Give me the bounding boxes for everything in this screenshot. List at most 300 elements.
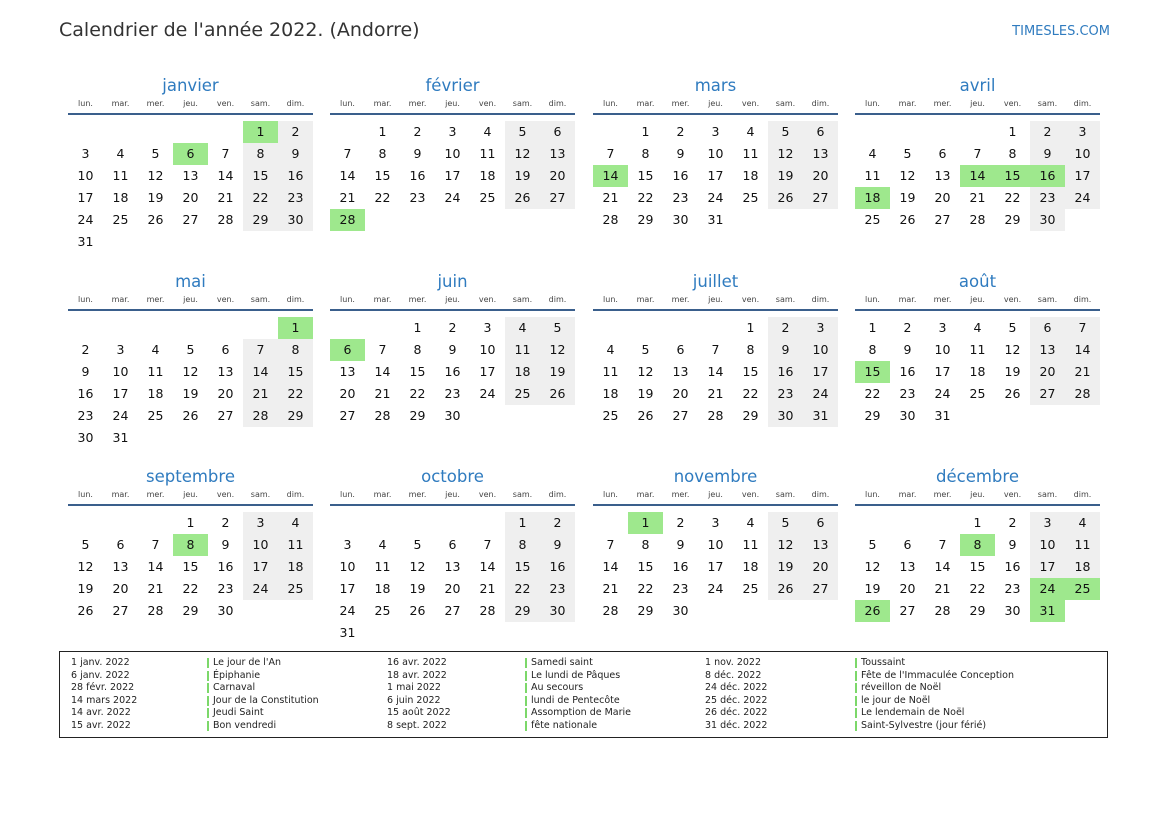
weekday-label: lun. <box>865 295 880 304</box>
day-cell: 5 <box>413 537 422 552</box>
day-cell: 17 <box>803 361 838 383</box>
day-cell: 4 <box>278 512 313 534</box>
day-cell: 22 <box>505 578 540 600</box>
day-cell: 26 <box>768 187 803 209</box>
day-cell: 11 <box>479 146 496 161</box>
day-cell: 7 <box>606 537 615 552</box>
day-cell: 18 <box>1065 556 1100 578</box>
day-cell: 22 <box>243 187 278 209</box>
day-cell: 15 <box>637 168 654 183</box>
day-cell: 3 <box>803 317 838 339</box>
day-cell: 7 <box>243 339 278 361</box>
weekday-label: ven. <box>216 99 235 108</box>
legend-holiday-name: Le jour de l'An <box>207 657 319 670</box>
day-cell: 9 <box>676 146 685 161</box>
legend-holiday-name: Samedi saint <box>525 657 631 670</box>
day-cell: 19 <box>768 165 803 187</box>
day-cell: 31 <box>707 212 724 227</box>
day-cell: 11 <box>602 364 619 379</box>
day-cell: 30 <box>77 430 94 445</box>
day-cell: 13 <box>444 559 461 574</box>
day-cell: 31 <box>112 430 129 445</box>
day-cell: 23 <box>77 408 94 423</box>
day-cell: 9 <box>413 146 422 161</box>
weekday-label: jeu. <box>183 490 198 499</box>
day-cell: 15 <box>243 165 278 187</box>
weekday-label: sam. <box>512 99 533 108</box>
day-cell: 11 <box>742 146 759 161</box>
weekday-label: mer. <box>146 490 165 499</box>
weekday-label: mar. <box>898 490 917 499</box>
day-cell: 10 <box>479 342 496 357</box>
weekday-label: dim. <box>286 99 305 108</box>
weekday-label: ven. <box>478 490 497 499</box>
day-cell: 21 <box>147 581 164 596</box>
weekday-label: lun. <box>78 295 93 304</box>
day-cell: 10 <box>339 559 356 574</box>
day-cell: 26 <box>505 187 540 209</box>
day-cell: 23 <box>1004 581 1021 596</box>
weekday-label: lun. <box>78 490 93 499</box>
legend-names-column <box>525 657 631 733</box>
day-cell: 31 <box>339 625 356 640</box>
holiday-day-cell: 31 <box>1030 600 1065 622</box>
day-cell: 20 <box>339 386 356 401</box>
day-cell: 17 <box>479 364 496 379</box>
day-cell: 28 <box>479 603 496 618</box>
day-cell: 5 <box>768 512 803 534</box>
day-cell: 8 <box>243 143 278 165</box>
day-cell: 14 <box>934 559 951 574</box>
day-cell: 17 <box>934 364 951 379</box>
day-cell: 2 <box>221 515 230 530</box>
day-cell: 13 <box>339 364 356 379</box>
month-1 <box>68 75 313 253</box>
day-cell: 6 <box>676 342 685 357</box>
month-header-rule <box>330 309 575 311</box>
day-cell: 21 <box>602 190 619 205</box>
day-cell: 9 <box>676 537 685 552</box>
day-cell: 21 <box>934 581 951 596</box>
day-cell: 20 <box>899 581 916 596</box>
legend-names-column <box>207 657 319 733</box>
weekday-label: sam. <box>775 295 796 304</box>
weekday-label: dim. <box>548 99 567 108</box>
day-cell: 18 <box>969 364 986 379</box>
day-cell: 11 <box>742 537 759 552</box>
day-cell: 9 <box>221 537 230 552</box>
month-name: mars <box>694 76 737 95</box>
month-header-rule <box>68 113 313 115</box>
day-cell: 12 <box>147 168 164 183</box>
day-cell: 15 <box>374 168 391 183</box>
day-cell: 11 <box>1065 534 1100 556</box>
day-cell: 23 <box>409 190 426 205</box>
weekday-label: jeu. <box>445 295 460 304</box>
day-cell: 25 <box>505 383 540 405</box>
month-header-rule <box>593 504 838 506</box>
day-cell: 9 <box>768 339 803 361</box>
day-cell: 28 <box>602 603 619 618</box>
weekday-label: sam. <box>512 490 533 499</box>
day-cell: 10 <box>112 364 129 379</box>
weekday-label: dim. <box>811 295 830 304</box>
month-10 <box>330 466 575 644</box>
day-cell: 16 <box>444 364 461 379</box>
day-cell: 18 <box>602 386 619 401</box>
day-cell: 24 <box>707 190 724 205</box>
weekday-label: mer. <box>146 295 165 304</box>
day-cell: 16 <box>409 168 426 183</box>
day-cell: 7 <box>343 146 352 161</box>
month-header-rule <box>855 309 1100 311</box>
day-cell: 17 <box>444 168 461 183</box>
legend-holiday-name: Au secours <box>525 682 631 695</box>
day-cell: 11 <box>505 339 540 361</box>
day-cell: 7 <box>711 342 720 357</box>
day-cell: 5 <box>186 342 195 357</box>
weekday-label: mar. <box>111 295 130 304</box>
day-cell: 20 <box>217 386 234 401</box>
weekday-label: mer. <box>933 99 952 108</box>
day-cell: 22 <box>637 190 654 205</box>
legend-dates-column <box>71 657 137 733</box>
weekday-label: ven. <box>741 99 760 108</box>
day-cell: 27 <box>803 578 838 600</box>
day-cell: 8 <box>641 146 650 161</box>
legend-holiday-name: Carnaval <box>207 682 319 695</box>
day-cell: 4 <box>868 146 877 161</box>
day-cell: 3 <box>81 146 90 161</box>
day-cell: 27 <box>1030 383 1065 405</box>
weekday-label: jeu. <box>708 490 723 499</box>
legend-date: 14 avr. 2022 <box>71 707 131 719</box>
day-cell: 31 <box>934 408 951 423</box>
day-cell: 4 <box>973 320 982 335</box>
weekday-label: jeu. <box>970 99 985 108</box>
day-cell: 14 <box>217 168 234 183</box>
day-cell: 3 <box>243 512 278 534</box>
weekday-label: mar. <box>636 99 655 108</box>
day-cell: 27 <box>339 408 356 423</box>
day-cell: 27 <box>444 603 461 618</box>
legend-date: 28 févr. 2022 <box>71 682 135 694</box>
day-cell: 27 <box>672 408 689 423</box>
day-cell: 15 <box>182 559 199 574</box>
day-cell: 6 <box>803 121 838 143</box>
day-cell: 2 <box>278 121 313 143</box>
day-cell: 10 <box>803 339 838 361</box>
day-cell: 28 <box>1065 383 1100 405</box>
holiday-day-cell: 28 <box>330 209 365 231</box>
day-cell: 13 <box>182 168 199 183</box>
weekday-label: mer. <box>671 295 690 304</box>
day-cell: 29 <box>742 408 759 423</box>
day-cell: 13 <box>112 559 129 574</box>
day-cell: 26 <box>637 408 654 423</box>
day-cell: 2 <box>81 342 90 357</box>
weekday-label: ven. <box>741 295 760 304</box>
month-name: avril <box>959 76 996 95</box>
day-cell: 21 <box>602 581 619 596</box>
day-cell: 28 <box>969 212 986 227</box>
month-name: novembre <box>673 467 758 486</box>
day-cell: 2 <box>676 515 685 530</box>
day-cell: 28 <box>934 603 951 618</box>
day-cell: 19 <box>899 190 916 205</box>
day-cell: 5 <box>768 121 803 143</box>
day-cell: 16 <box>672 559 689 574</box>
day-cell: 19 <box>637 386 654 401</box>
weekday-label: lun. <box>340 99 355 108</box>
day-cell: 8 <box>641 537 650 552</box>
day-cell: 6 <box>1030 317 1065 339</box>
legend-holiday-name: lundi de Pentecôte <box>525 695 631 708</box>
day-cell: 25 <box>112 212 129 227</box>
day-cell: 13 <box>899 559 916 574</box>
day-cell: 29 <box>864 408 881 423</box>
day-cell: 26 <box>899 212 916 227</box>
day-cell: 26 <box>768 578 803 600</box>
day-cell: 13 <box>540 143 575 165</box>
weekday-label: lun. <box>603 295 618 304</box>
day-cell: 27 <box>540 187 575 209</box>
day-cell: 4 <box>1065 512 1100 534</box>
month-name: septembre <box>146 467 235 486</box>
month-header-rule <box>855 504 1100 506</box>
day-cell: 2 <box>413 124 422 139</box>
legend-holiday-name: Bon vendredi <box>207 720 319 733</box>
day-cell: 17 <box>707 559 724 574</box>
holiday-day-cell: 1 <box>628 512 663 534</box>
month-name: décembre <box>936 467 1019 486</box>
day-cell: 14 <box>707 364 724 379</box>
day-cell: 4 <box>483 124 492 139</box>
day-cell: 24 <box>479 386 496 401</box>
day-cell: 5 <box>1008 320 1017 335</box>
day-cell: 4 <box>116 146 125 161</box>
day-cell: 20 <box>803 165 838 187</box>
weekday-label: sam. <box>512 295 533 304</box>
day-cell: 27 <box>934 212 951 227</box>
day-cell: 19 <box>77 581 94 596</box>
day-cell: 22 <box>969 581 986 596</box>
day-cell: 5 <box>151 146 160 161</box>
day-cell: 10 <box>1030 534 1065 556</box>
day-cell: 8 <box>1008 146 1017 161</box>
weekday-label: dim. <box>548 490 567 499</box>
day-cell: 4 <box>151 342 160 357</box>
day-cell: 11 <box>374 559 391 574</box>
weekday-label: ven. <box>478 99 497 108</box>
month-name: mai <box>175 272 206 291</box>
legend-holiday-name: Fête de l'Immaculée Conception <box>855 670 1014 683</box>
day-cell: 24 <box>707 581 724 596</box>
weekday-label: ven. <box>216 490 235 499</box>
day-cell: 7 <box>378 342 387 357</box>
day-cell: 20 <box>934 190 951 205</box>
day-cell: 10 <box>934 342 951 357</box>
day-cell: 13 <box>803 534 838 556</box>
weekday-label: jeu. <box>183 295 198 304</box>
day-cell: 5 <box>505 121 540 143</box>
legend-holiday-name: Le lundi de Pâques <box>525 670 631 683</box>
month-header-rule <box>855 113 1100 115</box>
legend-date: 8 déc. 2022 <box>705 669 762 681</box>
day-cell: 12 <box>637 364 654 379</box>
month-header-rule <box>593 309 838 311</box>
day-cell: 2 <box>768 317 803 339</box>
weekday-label: dim. <box>811 99 830 108</box>
day-cell: 24 <box>112 408 129 423</box>
day-cell: 18 <box>112 190 129 205</box>
day-cell: 17 <box>1065 165 1100 187</box>
month-name: août <box>958 272 997 291</box>
day-cell: 4 <box>378 537 387 552</box>
day-cell: 17 <box>77 190 94 205</box>
weekday-label: mar. <box>373 295 392 304</box>
day-cell: 6 <box>540 121 575 143</box>
month-9 <box>68 466 313 644</box>
day-cell: 11 <box>112 168 129 183</box>
day-cell: 18 <box>742 559 759 574</box>
holiday-day-cell: 26 <box>855 600 890 622</box>
day-cell: 2 <box>1008 515 1017 530</box>
weekday-label: lun. <box>603 99 618 108</box>
weekday-label: mer. <box>671 99 690 108</box>
day-cell: 10 <box>707 537 724 552</box>
weekday-label: lun. <box>340 490 355 499</box>
weekday-label: mar. <box>636 490 655 499</box>
day-cell: 7 <box>151 537 160 552</box>
day-cell: 22 <box>182 581 199 596</box>
day-cell: 27 <box>112 603 129 618</box>
weekday-label: mar. <box>373 99 392 108</box>
weekday-label: mer. <box>408 295 427 304</box>
holiday-day-cell: 6 <box>173 143 208 165</box>
month-header-rule <box>68 309 313 311</box>
day-cell: 26 <box>182 408 199 423</box>
month-7 <box>593 271 838 449</box>
day-cell: 29 <box>637 212 654 227</box>
legend-date: 8 sept. 2022 <box>387 719 447 731</box>
weekday-label: sam. <box>775 490 796 499</box>
legend-holiday-name: Le lendemain de Noël <box>855 707 1014 720</box>
day-cell: 12 <box>1004 342 1021 357</box>
day-cell: 23 <box>540 578 575 600</box>
day-cell: 19 <box>505 165 540 187</box>
day-cell: 27 <box>803 187 838 209</box>
day-cell: 3 <box>448 124 457 139</box>
day-cell: 13 <box>672 364 689 379</box>
day-cell: 5 <box>641 342 650 357</box>
day-cell: 17 <box>112 386 129 401</box>
weekday-label: ven. <box>216 295 235 304</box>
day-cell: 19 <box>147 190 164 205</box>
month-2 <box>330 75 575 253</box>
day-cell: 21 <box>374 386 391 401</box>
day-cell: 20 <box>540 165 575 187</box>
day-cell: 3 <box>483 320 492 335</box>
day-cell: 6 <box>221 342 230 357</box>
month-header-rule <box>330 113 575 115</box>
day-cell: 30 <box>1030 209 1065 231</box>
holiday-day-cell: 6 <box>330 339 365 361</box>
day-cell: 30 <box>899 408 916 423</box>
day-cell: 11 <box>147 364 164 379</box>
day-cell: 26 <box>77 603 94 618</box>
day-cell: 25 <box>864 212 881 227</box>
day-cell: 12 <box>409 559 426 574</box>
weekday-label: dim. <box>1073 295 1092 304</box>
day-cell: 23 <box>899 386 916 401</box>
day-cell: 23 <box>444 386 461 401</box>
day-cell: 1 <box>413 320 422 335</box>
day-cell: 21 <box>217 190 234 205</box>
day-cell: 7 <box>1065 317 1100 339</box>
legend-holiday-name: fête nationale <box>525 720 631 733</box>
day-cell: 3 <box>711 515 720 530</box>
weekday-label: ven. <box>1003 99 1022 108</box>
day-cell: 20 <box>112 581 129 596</box>
day-cell: 9 <box>448 342 457 357</box>
weekday-label: mer. <box>408 490 427 499</box>
day-cell: 29 <box>243 209 278 231</box>
month-4 <box>855 75 1100 253</box>
day-cell: 11 <box>969 342 986 357</box>
day-cell: 12 <box>505 143 540 165</box>
weekday-label: dim. <box>1073 99 1092 108</box>
month-header-rule <box>330 504 575 506</box>
day-cell: 25 <box>479 190 496 205</box>
month-name: juin <box>437 272 468 291</box>
day-cell: 18 <box>374 581 391 596</box>
weekday-label: jeu. <box>708 99 723 108</box>
day-cell: 3 <box>116 342 125 357</box>
day-cell: 16 <box>768 361 803 383</box>
weekday-label: jeu. <box>445 99 460 108</box>
day-cell: 10 <box>707 146 724 161</box>
day-cell: 12 <box>899 168 916 183</box>
month-11 <box>593 466 838 644</box>
day-cell: 16 <box>540 556 575 578</box>
weekday-label: dim. <box>286 490 305 499</box>
day-cell: 5 <box>903 146 912 161</box>
legend-dates-column <box>705 657 767 733</box>
weekday-label: jeu. <box>970 490 985 499</box>
day-cell: 21 <box>479 581 496 596</box>
day-cell: 18 <box>505 361 540 383</box>
day-cell: 22 <box>742 386 759 401</box>
day-cell: 30 <box>217 603 234 618</box>
day-cell: 23 <box>217 581 234 596</box>
day-cell: 21 <box>339 190 356 205</box>
day-cell: 25 <box>147 408 164 423</box>
day-cell: 14 <box>147 559 164 574</box>
site-link[interactable]: TIMESLES.COM <box>1012 24 1110 39</box>
day-cell: 14 <box>374 364 391 379</box>
day-cell: 1 <box>641 124 650 139</box>
day-cell: 31 <box>803 405 838 427</box>
day-cell: 21 <box>1065 361 1100 383</box>
day-cell: 24 <box>934 386 951 401</box>
day-cell: 20 <box>1030 361 1065 383</box>
weekday-label: ven. <box>1003 490 1022 499</box>
weekday-label: jeu. <box>445 490 460 499</box>
day-cell: 8 <box>868 342 877 357</box>
day-cell: 22 <box>409 386 426 401</box>
day-cell: 28 <box>374 408 391 423</box>
